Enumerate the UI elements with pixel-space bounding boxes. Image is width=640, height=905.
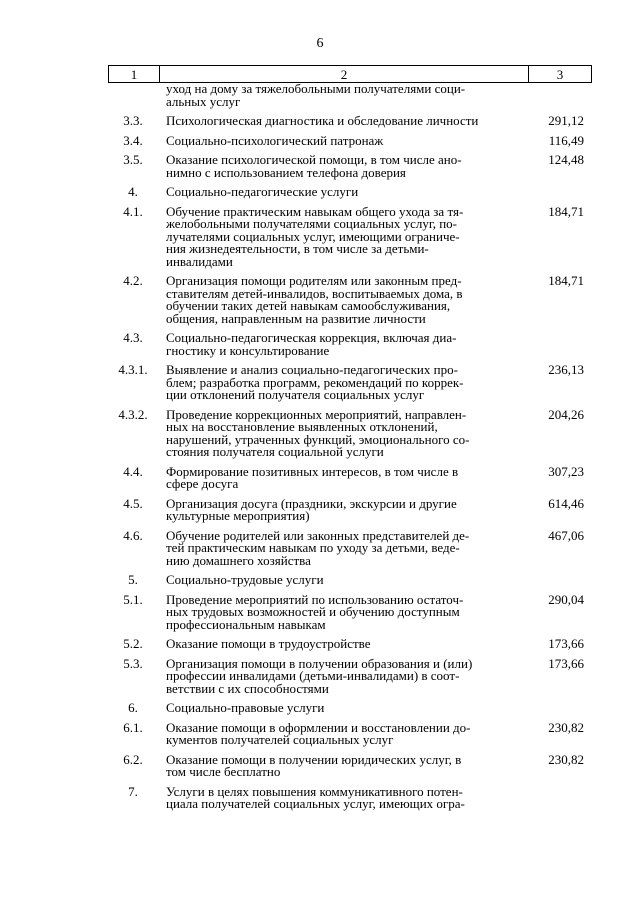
row-number: 6.1.: [123, 719, 143, 735]
row-price: 230,82: [548, 719, 584, 735]
row-service-name: Услуги в целях повышения коммуникативного потен- циала получателей социальных услуг, имеющих огра-: [166, 783, 465, 811]
table-row: [108, 702, 592, 715]
table-row: [108, 719, 592, 747]
row-number: 3.4.: [123, 132, 143, 148]
row-price: 291,12: [548, 113, 584, 128]
row-number: 4.1.: [123, 203, 143, 219]
row-service-name: Обучение практическим навыкам общего ухода за тя- желобольными получателями социальных услуг, по- лучателями социальных услуг, имеющими ограниче- ния жизнедеятельности, в том числе за детьми- инвалидами: [166, 203, 464, 269]
row-price: 290,04: [548, 591, 584, 607]
row-price: 307,23: [548, 463, 584, 479]
row-number: 4.5.: [123, 495, 143, 511]
row-service-name: Организация помощи в получении образования и (или) профессии инвалидами (детьми-инвалидами) в соот- ветствии с их способностями: [166, 655, 473, 696]
row-number: 5.1.: [123, 591, 143, 607]
header-col-2: 2: [160, 66, 529, 82]
row-price: 173,66: [548, 636, 584, 651]
row-number: 3.5.: [123, 152, 143, 167]
table-body: [108, 83, 592, 818]
page-number: 6: [316, 36, 324, 51]
row-service-name: Формирование позитивных интересов, в том числе в сфере досуга: [166, 463, 459, 491]
table-row: [108, 154, 592, 179]
table-row: [108, 638, 592, 651]
row-service-name: Обучение родителей или законных представителей де- тей практическим навыкам по уходу за детьми, веде- нию домашнего хозяйства: [166, 527, 470, 568]
table-row: [108, 203, 592, 269]
row-service-name: Оказание психологической помощи, в том числе ано- нимно с использованием телефона доверия: [166, 152, 462, 180]
table-row: [108, 591, 592, 632]
header-col-3: 3: [556, 66, 564, 82]
row-number: 4.6.: [123, 527, 143, 543]
row-price: 230,82: [548, 751, 584, 767]
row-number: 4.3.2.: [118, 406, 148, 422]
table-row: [108, 463, 592, 491]
row-number: 6.2.: [123, 751, 143, 767]
row-service-name: Социально-педагогическая коррекция, включая диа- гностику и консультирование: [166, 330, 457, 358]
row-price: 467,06: [548, 527, 584, 543]
table-row: [108, 115, 592, 128]
row-number: 4.: [128, 184, 138, 199]
row-number: 6.: [128, 700, 138, 715]
row-service-name: Оказание помощи в оформлении и восстановлении до- кументов получателей социальных услуг: [166, 719, 471, 747]
row-number: 4.2.: [123, 273, 143, 288]
table-row: [108, 783, 592, 811]
row-service-name: Социально-трудовые услуги: [166, 572, 324, 587]
table-row: [108, 574, 592, 587]
table-row: [108, 83, 592, 108]
row-price: 124,48: [548, 152, 584, 167]
table-row: [108, 364, 592, 402]
table-row: [108, 527, 592, 568]
table-row: [108, 332, 592, 357]
row-price: 614,46: [548, 495, 584, 511]
row-number: 3.3.: [123, 113, 143, 128]
table-row: [108, 751, 592, 779]
row-service-name: Оказание помощи в трудоустройстве: [166, 636, 371, 651]
row-service-name: Социально-педагогические услуги: [166, 184, 359, 199]
row-service-name: Проведение мероприятий по использованию остаточ- ных трудовых возможностей и обучению доступным профессиональным навыкам: [166, 591, 464, 632]
row-service-name: Проведение коррекционных мероприятий, направлен- ных на восстановление выявленных отклонений, нарушений, утраченных функций, эмоционального со- стояния получателя социальной услуги: [166, 406, 470, 459]
row-service-name: Социально-психологический патронаж: [166, 132, 384, 148]
row-number: 5.2.: [123, 636, 143, 651]
table-row: [108, 132, 592, 148]
row-number: 7.: [128, 783, 138, 799]
row-number: 5.: [128, 572, 138, 587]
table-row: [108, 186, 592, 199]
row-price: 204,26: [548, 406, 584, 422]
row-service-name: Организация досуга (праздники, экскурсии и другие культурные мероприятия): [166, 495, 457, 523]
row-service-name: Выявление и анализ социально-педагогических про- блем; разработка программ, рекомендаций по коррек- ции отклонений получателя социальных услуг: [166, 362, 464, 402]
row-price: 184,71: [548, 203, 584, 219]
row-number: 4.3.: [123, 330, 143, 345]
table-row: [108, 406, 592, 459]
table-row: [108, 495, 592, 523]
table-row: [108, 275, 592, 325]
row-price: 236,13: [548, 362, 584, 377]
row-service-name: Социально-правовые услуги: [166, 700, 325, 715]
row-service-name: Организация помощи родителям или законным пред- ставителям детей-инвалидов, воспитываемых дома, в обучении таких детей навыкам самообслуживания, общения, направленным на развитие личности: [166, 273, 463, 326]
row-price: 173,66: [548, 655, 584, 671]
row-price: 116,49: [548, 132, 584, 148]
row-number: 4.4.: [123, 463, 143, 479]
row-service-name: Психологическая диагностика и обследование личности: [166, 113, 479, 128]
table-row: [108, 655, 592, 696]
row-price: 184,71: [548, 273, 584, 288]
row-number: 4.3.1.: [118, 362, 148, 377]
row-service-name: уход на дому за тяжелобольными получателями соци- альных услуг: [166, 81, 466, 109]
row-service-name: Оказание помощи в получении юридических услуг, в том числе бесплатно: [166, 751, 462, 779]
row-number: 5.3.: [123, 655, 143, 671]
header-col-1: 1: [109, 66, 160, 82]
